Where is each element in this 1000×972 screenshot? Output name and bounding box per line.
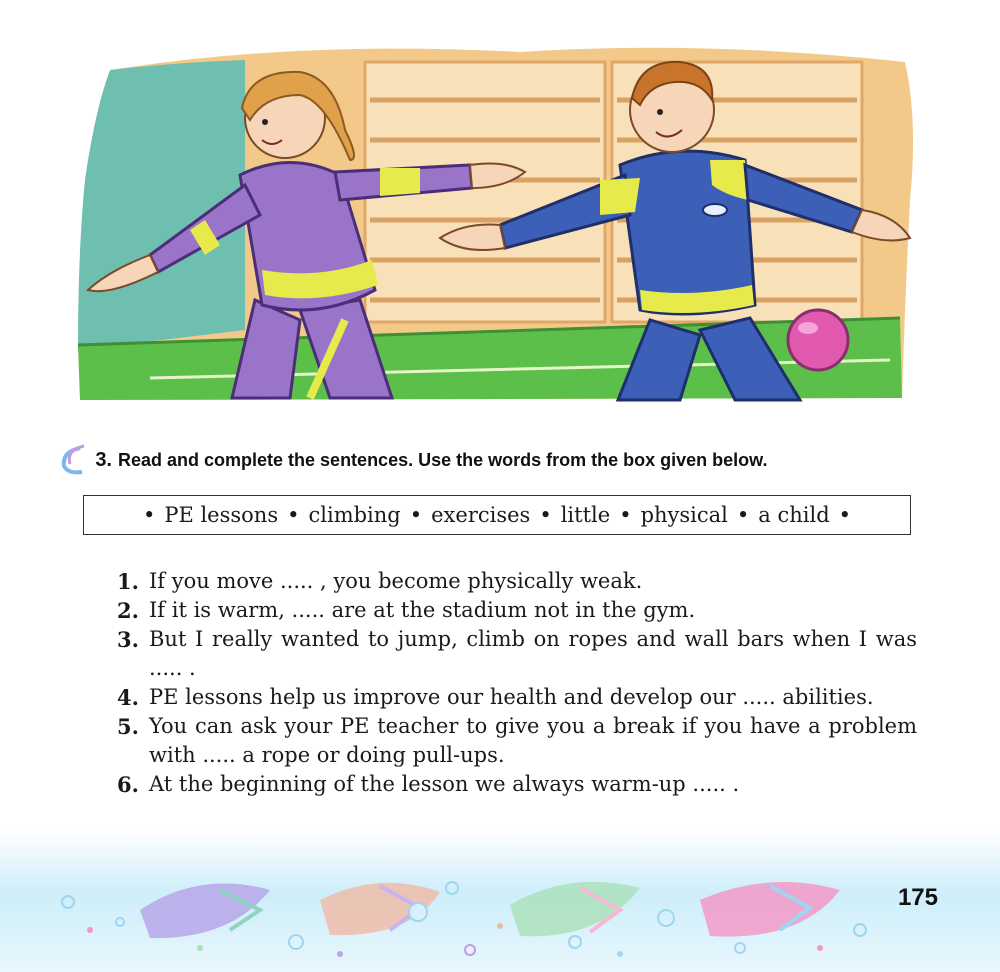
sentence-item	[117, 712, 917, 770]
sentence-item	[117, 683, 917, 712]
word-box-item: a child	[758, 503, 830, 527]
sentence-text: If you move ..... , you become physically weak.	[149, 569, 643, 593]
word-box-item: little	[560, 503, 611, 527]
sentence-item	[117, 625, 917, 683]
sentence-number: 5.	[117, 714, 139, 739]
sentence-number: 6.	[117, 772, 139, 797]
ball	[788, 310, 848, 370]
footer-decoration	[0, 830, 1000, 972]
sentence-number: 1.	[117, 569, 139, 594]
sentence-text: But I really wanted to jump, climb on ropes and wall bars when I was ..... .	[149, 627, 917, 680]
word-box-item: physical	[640, 503, 728, 527]
sentence-item	[117, 770, 917, 799]
sentence-number: 2.	[117, 598, 139, 623]
word-box-item: climbing	[308, 503, 401, 527]
sentence-number: 3.	[117, 627, 139, 652]
sentence-text: You can ask your PE teacher to give you a break if you have a problem with ..... a rope or doing pull-ups.	[149, 714, 917, 767]
page-number: 175	[897, 884, 938, 911]
sentence-text: If it is warm, ..... are at the stadium not in the gym.	[149, 598, 696, 622]
exercise-instruction: Read and complete the sentences. Use the words from the box given below.	[118, 449, 768, 470]
gym-illustration	[0, 0, 1000, 420]
word-box: • PE lessons • climbing • exercises • little • physical • a child •	[83, 495, 911, 535]
word-box-item: exercises	[431, 503, 531, 527]
sentence-number: 4.	[117, 685, 139, 710]
sentence-text: At the beginning of the lesson we always warm-up ..... .	[149, 772, 740, 796]
exercise-number-badge	[58, 444, 118, 476]
word-box-item: PE lessons	[164, 503, 279, 527]
sentence-item	[117, 596, 917, 625]
sentence-text: PE lessons help us improve our health and develop our ..... abilities.	[149, 685, 874, 709]
sentence-item	[117, 567, 917, 596]
sentence-list	[117, 567, 917, 799]
exercise-number: 3.	[95, 448, 112, 471]
exercise-heading	[58, 444, 958, 476]
